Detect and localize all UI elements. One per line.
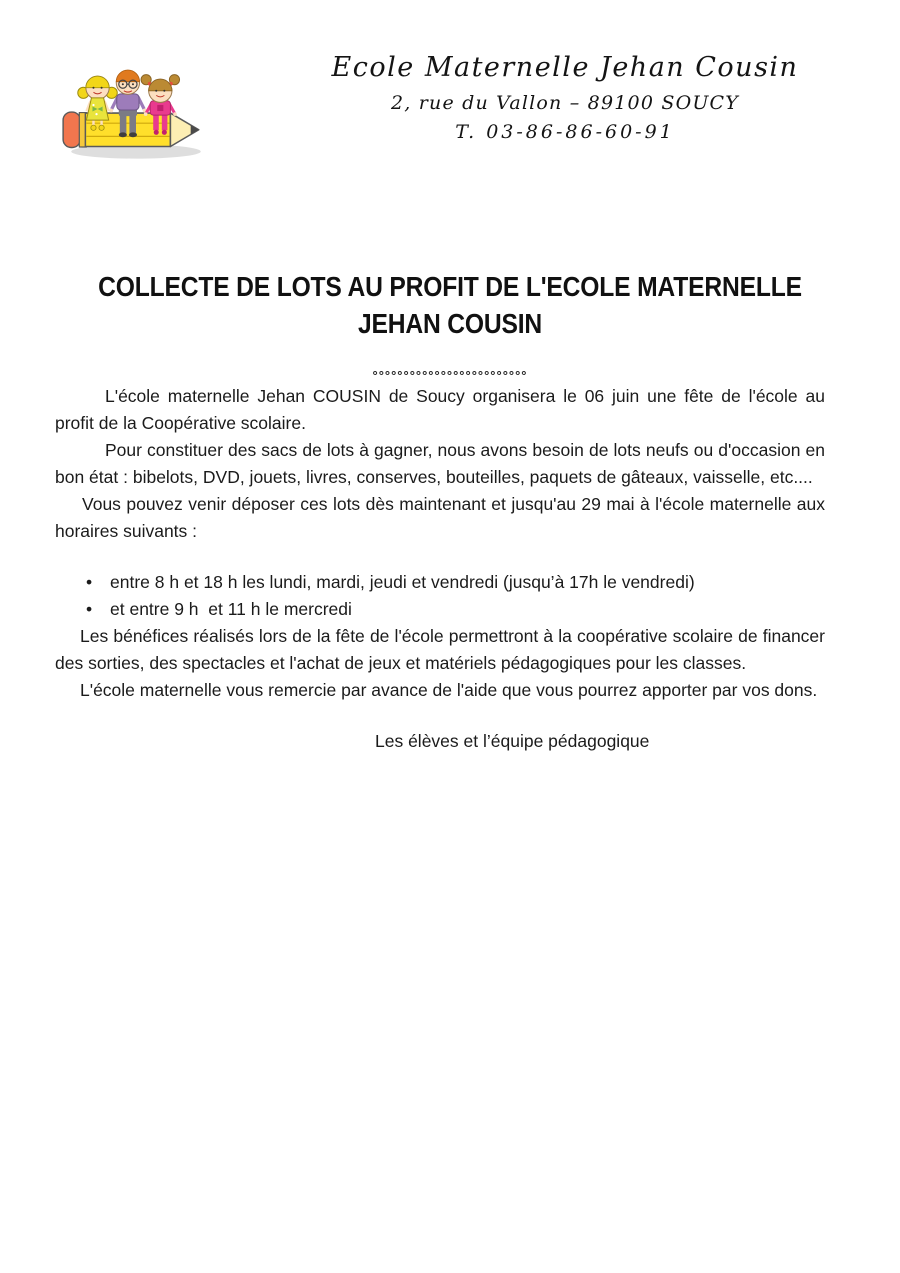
opening-hours-wednesday: et entre 9 h et 11 h le mercredi xyxy=(110,599,352,619)
paragraph-drop-off: Vous pouvez venir déposer ces lots dès maintenant et jusqu'au 29 mai à l'école maternelle aux horaires suivants : xyxy=(55,494,825,541)
school-logo xyxy=(55,52,217,169)
school-contact-block xyxy=(217,52,845,143)
title-line-2: JEHAN COUSIN xyxy=(357,308,543,339)
school-address: 2, rue du Vallon – 89100 SOUCY xyxy=(390,92,740,114)
signature-line: Les élèves et l’équipe pédagogique xyxy=(375,731,650,751)
document-title xyxy=(0,268,900,342)
letter-body xyxy=(55,383,825,755)
dotted-separator: °°°°°°°°°°°°°°°°°°°°°°°°° xyxy=(372,368,528,383)
list-item xyxy=(55,596,825,623)
opening-hours-weekdays: entre 8 h et 18 h les lundi, mardi, jeudi et vendredi (jusqu’à 17h le vendredi) xyxy=(110,572,695,592)
title-line-1: COLLECTE DE LOTS AU PROFIT DE L'ECOLE MATERNELLE xyxy=(98,271,802,302)
opening-hours-list xyxy=(55,569,825,623)
bullet-icon: • xyxy=(86,572,93,592)
pencil-graphite xyxy=(191,125,199,135)
paragraph-benefits: Les bénéfices réalisés lors de la fête de l'école permettront à la coopérative scolaire de financer des sorties, des spectacles et l'achat de jeux et matériels pédagogiques pour les classes. xyxy=(55,626,825,673)
pencil-eraser xyxy=(63,112,80,147)
paragraph-lots-needed: Pour constituer des sacs de lots à gagner, nous avons besoin de lots neufs ou d'occasion en bon état : bibelots, DVD, jouets, livres, conserves, bouteilles, paquets de gâteaux, vaisselle, etc.... xyxy=(55,440,825,487)
paragraph-intro: L'école maternelle Jehan COUSIN de Soucy organisera le 06 juin une fête de l'école au profit de la Coopérative scolaire. xyxy=(55,386,825,433)
school-name: Ecole Maternelle Jehan Cousin xyxy=(331,52,799,83)
bullet-icon: • xyxy=(86,599,93,619)
school-phone: T. 03-86-86-60-91 xyxy=(455,121,675,143)
list-item xyxy=(55,569,825,596)
document-header xyxy=(0,0,900,169)
children-on-pencil-illustration xyxy=(55,52,217,164)
paragraph-thanks: L'école maternelle vous remercie par avance de l'aide que vous pourrez apporter par vos dons. xyxy=(80,680,818,700)
